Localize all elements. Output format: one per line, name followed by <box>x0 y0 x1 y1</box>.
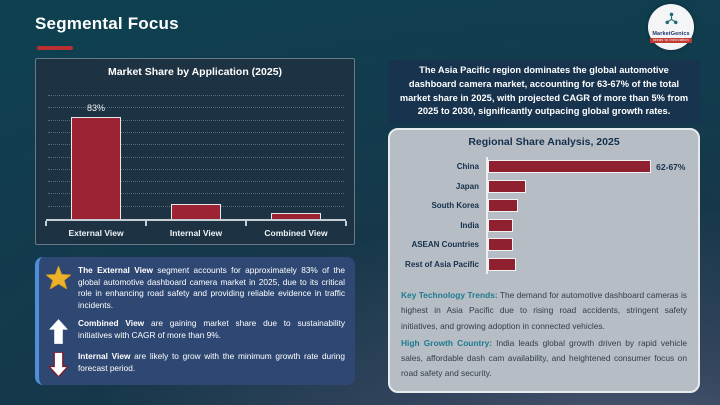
bar-external-view <box>71 117 121 219</box>
region-bar-india <box>488 219 513 232</box>
brand-name: MarketGenics <box>652 30 690 37</box>
category-label-external-view: External View <box>68 228 124 238</box>
region-row-south-korea <box>398 196 690 216</box>
category-label-internal-view: Internal View <box>169 228 223 238</box>
insight-text: Combined View are gaining market share due to sustainability initiatives with CAGR of more than 9%. <box>78 318 345 340</box>
gridline <box>48 95 344 96</box>
axis-tick <box>345 221 347 226</box>
arrow-down-icon <box>45 351 71 377</box>
region-row-japan <box>398 177 690 197</box>
insight-text: The External View segment accounts for approximately 83% of the global automotive dashboard camera market in 2025, due to its critical role in enhancing road safety and providing reliable evidence in traffic incidents. <box>78 265 345 310</box>
segment-insights-panel <box>35 257 355 385</box>
region-label-rest-of-asia-pacific: Rest of Asia Pacific <box>405 259 479 269</box>
region-track <box>486 216 690 236</box>
molecule-icon <box>665 12 678 30</box>
region-bar-south-korea <box>488 199 518 212</box>
region-track <box>486 157 690 177</box>
region-label-south-korea: South Korea <box>431 201 479 211</box>
region-value-label: 62-67% <box>656 161 686 172</box>
regional-notes <box>401 288 687 384</box>
regional-chart <box>398 157 690 274</box>
application-chart-plot <box>46 98 346 221</box>
region-track <box>486 235 690 255</box>
page-title: Segmental Focus <box>35 14 179 33</box>
bar-cell-combined-view <box>246 98 346 219</box>
arrow-up-icon <box>45 318 71 344</box>
region-bar-asean-countries <box>488 238 513 251</box>
region-bar-rest-of-asia-pacific <box>488 258 516 271</box>
region-bar-japan <box>488 180 526 193</box>
region-track <box>486 196 690 216</box>
application-chart-title: Market Share by Application (2025) <box>107 66 283 78</box>
bar-cell-external-view <box>46 98 146 219</box>
axis-tick <box>145 221 147 226</box>
region-row-asean-countries <box>398 235 690 255</box>
category-label-combined-view: Combined View <box>264 228 328 238</box>
star-icon <box>45 265 71 289</box>
application-chart-categories <box>46 228 346 238</box>
brand-tagline: Ideas to Innovation <box>650 38 692 43</box>
region-row-india <box>398 216 690 236</box>
insight-text: Internal View are likely to grow with the minimum growth rate during forecast period. <box>78 351 346 373</box>
bar-internal-view <box>171 204 221 219</box>
region-label-japan: Japan <box>455 181 479 191</box>
region-label-china: China <box>456 162 479 172</box>
region-track <box>486 177 690 197</box>
axis-tick <box>245 221 247 226</box>
region-row-rest-of-asia-pacific <box>398 255 690 275</box>
regional-chart-title: Regional Share Analysis, 2025 <box>468 136 620 148</box>
region-track <box>486 255 690 275</box>
insight-external-view <box>45 265 345 311</box>
brand-logo <box>648 4 694 50</box>
axis-tick <box>45 221 47 226</box>
region-label-india: India <box>460 220 479 230</box>
insight-internal-view <box>45 351 345 377</box>
region-label-asean-countries: ASEAN Countries <box>411 240 479 250</box>
bar-combined-view <box>271 213 321 219</box>
bar-value-label: 83% <box>86 102 105 113</box>
asia-pacific-callout <box>388 60 700 123</box>
note-high-growth-country: High Growth Country: India leads global growth driven by rapid vehicle sales, affordable dash cam availability, and heightened consumer focus on road safety and security. <box>401 337 687 379</box>
bar-cell-internal-view <box>146 98 246 219</box>
note-technology-trends: Key Technology Trends: The demand for automotive dashboard cameras is highest in Asia Pacific due to rising road accidents, stringent safety initiatives, and growing adoption in connected vehicles. <box>401 290 687 331</box>
insight-combined-view <box>45 318 345 344</box>
application-share-panel <box>35 58 355 245</box>
region-row-china <box>398 157 690 177</box>
callout-text: The Asia Pacific region dominates the global automotive dashboard camera market, accounting for 63-67% of the total market share in 2025, with projected CAGR of more than 5% from 2025 to 2030, significantly outpacing global growth rates. <box>399 64 689 117</box>
regional-share-panel <box>388 128 700 393</box>
region-bar-china <box>488 160 651 173</box>
title-underline <box>37 46 73 50</box>
